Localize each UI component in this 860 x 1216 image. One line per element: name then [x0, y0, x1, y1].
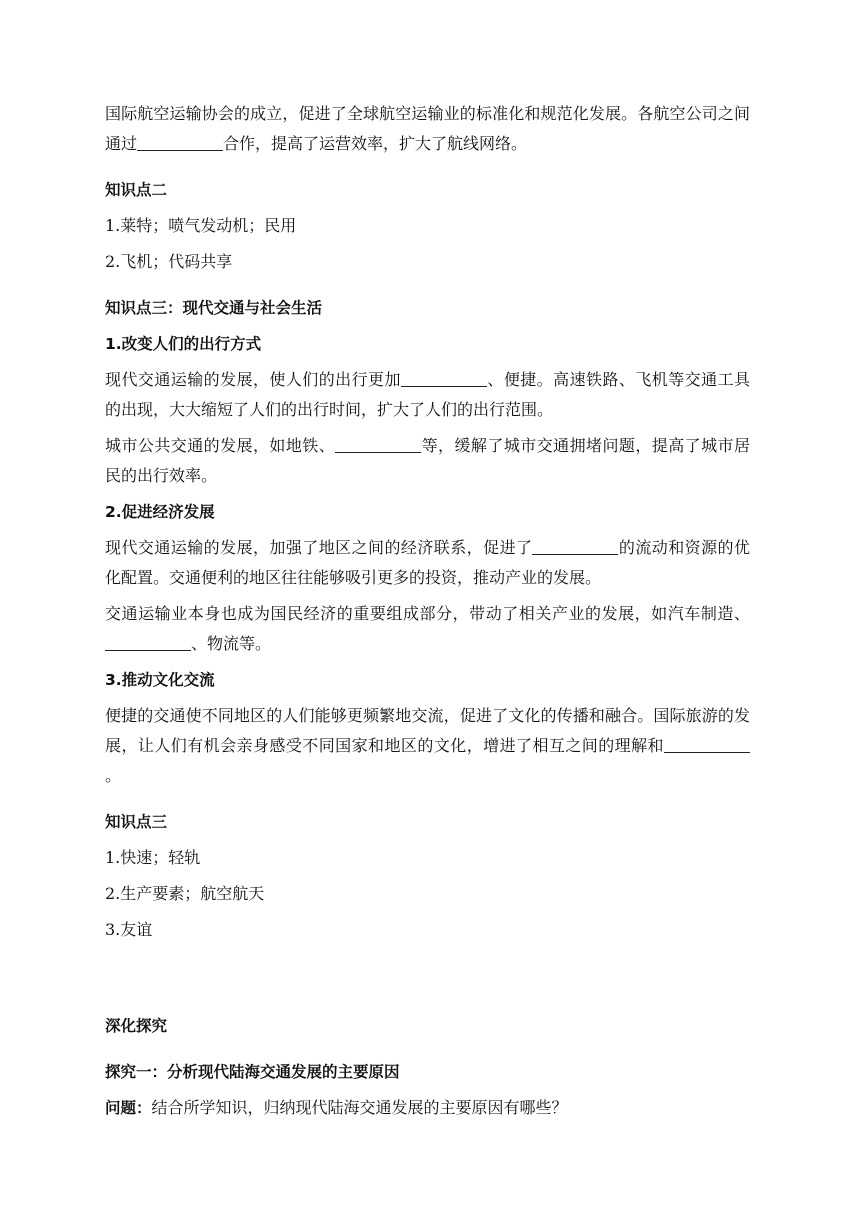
section-1-heading: 1.改变人们的出行方式	[105, 335, 262, 353]
knowledge-point-3-heading: 知识点三：现代交通与社会生活	[105, 299, 323, 317]
fill-blank	[401, 368, 487, 387]
paragraph-economy: 现代交通运输的发展，加强了地区之间的经济联系，促进了 的流动和资源的优化配置。交通便利的地区往往能够吸引更多的投资，推动产业的发展。	[105, 538, 750, 587]
answer-line-2: 2.生产要素；航空航天	[105, 884, 265, 903]
question-line	[105, 1093, 750, 1123]
fill-blank	[137, 132, 223, 151]
deep-inquiry-heading: 深化探究	[105, 1017, 168, 1035]
knowledge-point-3-answers-heading: 知识点三	[105, 813, 168, 831]
document-content	[105, 99, 750, 1123]
paragraph-iata: 国际航空运输协会的成立，促进了全球航空运输业的标准化和规范化发展。各航空公司之间通过 合作，提高了运营效率，扩大了航线网络。	[105, 104, 750, 153]
paragraph-industry: 交通运输业本身也成为国民经济的重要组成部分，带动了相关产业的发展，如汽车制造、、物流等。	[105, 604, 750, 653]
section-2-heading: 2.促进经济发展	[105, 503, 215, 521]
fill-blank	[532, 536, 618, 555]
fill-blank	[105, 632, 191, 651]
answer-line-1: 1.快速；轻轨	[105, 848, 201, 867]
answer-line-3: 3.友谊	[105, 920, 153, 939]
paragraph-culture: 便捷的交通使不同地区的人们能够更频繁地交流，促进了文化的传播和融合。国际旅游的发展，让人们有机会亲身感受不同国家和地区的文化，增进了相互之间的理解和。	[105, 706, 750, 785]
fill-blank	[335, 434, 421, 453]
answer-line-2: 2.飞机；代码共享	[105, 252, 233, 271]
section-3-heading: 3.推动文化交流	[105, 671, 215, 689]
inquiry-1-heading: 探究一：分析现代陆海交通发展的主要原因	[105, 1063, 400, 1081]
question-text: 结合所学知识，归纳现代陆海交通发展的主要原因有哪些？	[151, 1098, 568, 1117]
answer-line-1: 1.莱特；喷气发动机；民用	[105, 216, 297, 235]
paragraph-travel: 现代交通运输的发展，使人们的出行更加 、便捷。高速铁路、飞机等交通工具的出现，大大缩短了人们的出行时间，扩大了人们的出行范围。	[105, 370, 750, 419]
knowledge-point-2-heading: 知识点二	[105, 181, 168, 199]
fill-blank	[664, 734, 750, 753]
paragraph-public-transit: 城市公共交通的发展，如地铁、 等，缓解了城市交通拥堵问题，提高了城市居民的出行效率。	[105, 436, 750, 485]
question-label: 问题：	[105, 1099, 152, 1117]
